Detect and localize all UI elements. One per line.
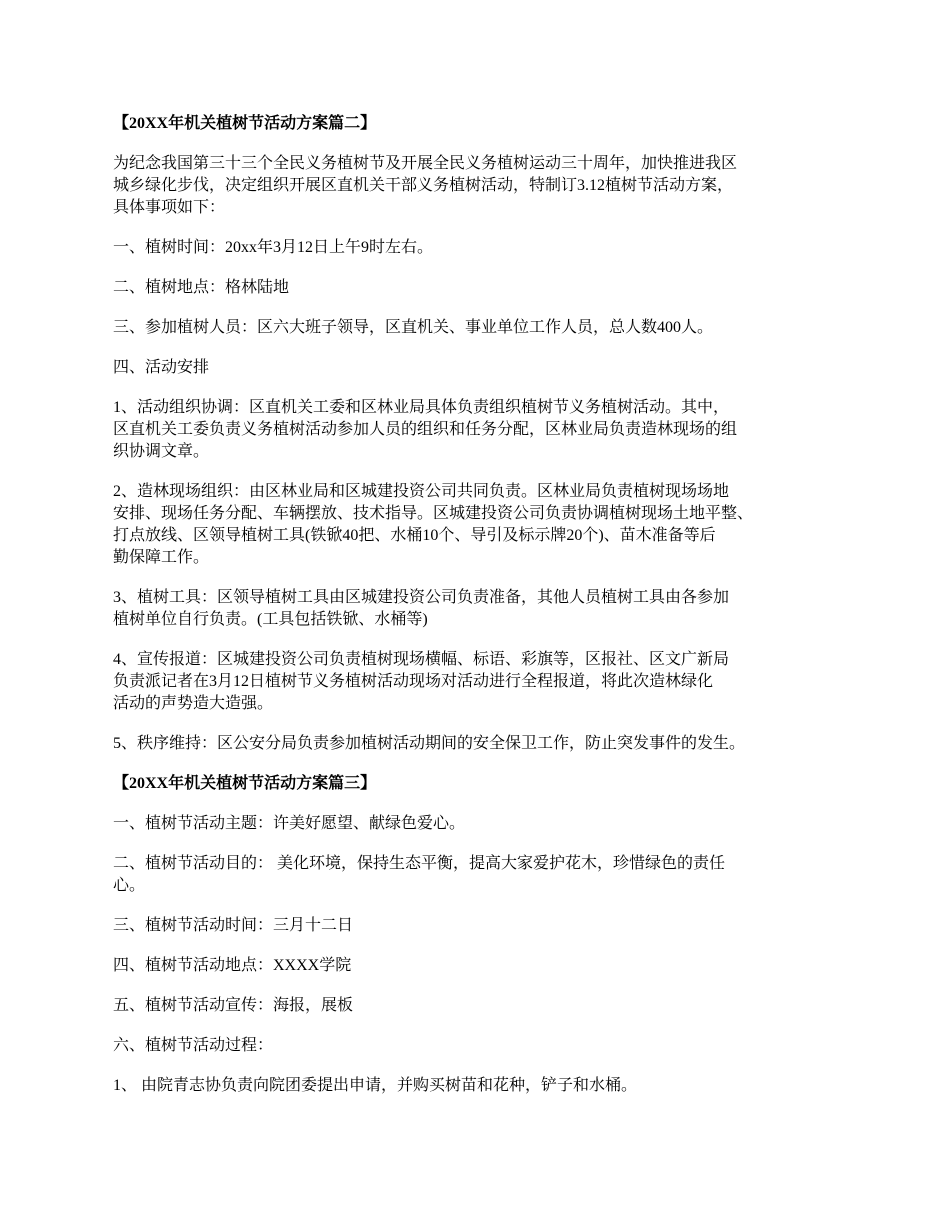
text-line: 五、植树节活动宣传：海报，展板	[113, 997, 354, 1014]
paragraph-item-2	[113, 481, 853, 569]
text-line: 植树单位自行负责。(工具包括铁锨、水桶等)	[113, 611, 428, 628]
paragraph-arrangement	[113, 357, 853, 379]
text-line: 5、秩序维持：区公安分局负责参加植树活动期间的安全保卫工作，防止突发事件的发生。	[113, 735, 746, 752]
text-line: 4、宣传报道：区城建投资公司负责植树现场横幅、标语、彩旗等，区报社、区文广新局	[113, 651, 730, 668]
document-page	[113, 113, 853, 1115]
paragraph-theme	[113, 813, 853, 835]
text-line: 为纪念我国第三十三个全民义务植树节及开展全民义务植树运动三十周年，加快推进我区	[113, 155, 738, 172]
text-line: 四、植树节活动地点：XXXX学院	[113, 957, 352, 974]
paragraph-item-3	[113, 587, 853, 631]
text-line: 三、参加植树人员：区六大班子领导，区直机关、事业单位工作人员，总人数400人。	[113, 319, 714, 336]
text-line: 城乡绿化步伐，决定组织开展区直机关干部义务植树活动，特制订3.12植树节活动方案，	[113, 177, 734, 194]
paragraph-process	[113, 1035, 853, 1057]
text-line: 四、活动安排	[113, 359, 210, 376]
paragraph-participants	[113, 317, 853, 339]
text-line: 一、植树时间：20xx年3月12日上午9时左右。	[113, 239, 434, 256]
text-line: 心。	[113, 877, 146, 894]
text-line: 勤保障工作。	[113, 549, 210, 566]
text-line: 活动的声势造大造强。	[113, 695, 274, 712]
text-line: 1、活动组织协调：区直机关工委和区林业局具体负责组织植树节义务植树活动。其中，	[113, 399, 730, 416]
paragraph-event-location	[113, 955, 853, 977]
text-line: 1、 由院青志协负责向院团委提出申请，并购买树苗和花种，铲子和水桶。	[113, 1077, 638, 1094]
paragraph-time	[113, 237, 853, 259]
text-line: 织协调文章。	[113, 443, 210, 460]
section-heading: 【20XX年机关植树节活动方案篇二】	[113, 115, 377, 132]
paragraph-item-4	[113, 649, 853, 715]
text-line: 区直机关工委负责义务植树活动参加人员的组织和任务分配，区林业局负责造林现场的组	[113, 421, 738, 438]
text-line: 一、植树节活动主题：许美好愿望、献绿色爱心。	[113, 815, 466, 832]
text-line: 负责派记者在3月12日植树节义务植树活动现场对活动进行全程报道，将此次造林绿化	[113, 673, 714, 690]
text-line: 打点放线、区领导植树工具(铁锨40把、水桶10个、导引及标示牌20个)、苗木准备等后	[113, 527, 716, 544]
paragraph-item-1	[113, 397, 853, 463]
text-line: 二、植树节活动目的： 美化环境，保持生态平衡，提高大家爱护花木，珍惜绿色的责任	[113, 855, 726, 872]
text-line: 具体事项如下：	[113, 199, 226, 216]
paragraph-publicity	[113, 995, 853, 1017]
paragraph-process-step-1	[113, 1075, 853, 1097]
paragraph-location	[113, 277, 853, 299]
text-line: 六、植树节活动过程：	[113, 1037, 274, 1054]
paragraph-purpose	[113, 853, 853, 897]
text-line: 安排、现场任务分配、车辆摆放、技术指导。区城建投资公司负责协调植树现场土地平整、	[113, 505, 754, 522]
text-line: 2、造林现场组织：由区林业局和区城建投资公司共同负责。区林业局负责植树现场场地	[113, 483, 730, 500]
paragraph-item-5	[113, 733, 853, 755]
paragraph-event-time	[113, 915, 853, 937]
text-line: 3、植树工具：区领导植树工具由区城建投资公司负责准备，其他人员植树工具由各参加	[113, 589, 730, 606]
section-heading: 【20XX年机关植树节活动方案篇三】	[113, 775, 377, 792]
paragraph-intro	[113, 153, 853, 219]
text-line: 三、植树节活动时间：三月十二日	[113, 917, 354, 934]
text-line: 二、植树地点：格林陆地	[113, 279, 290, 296]
